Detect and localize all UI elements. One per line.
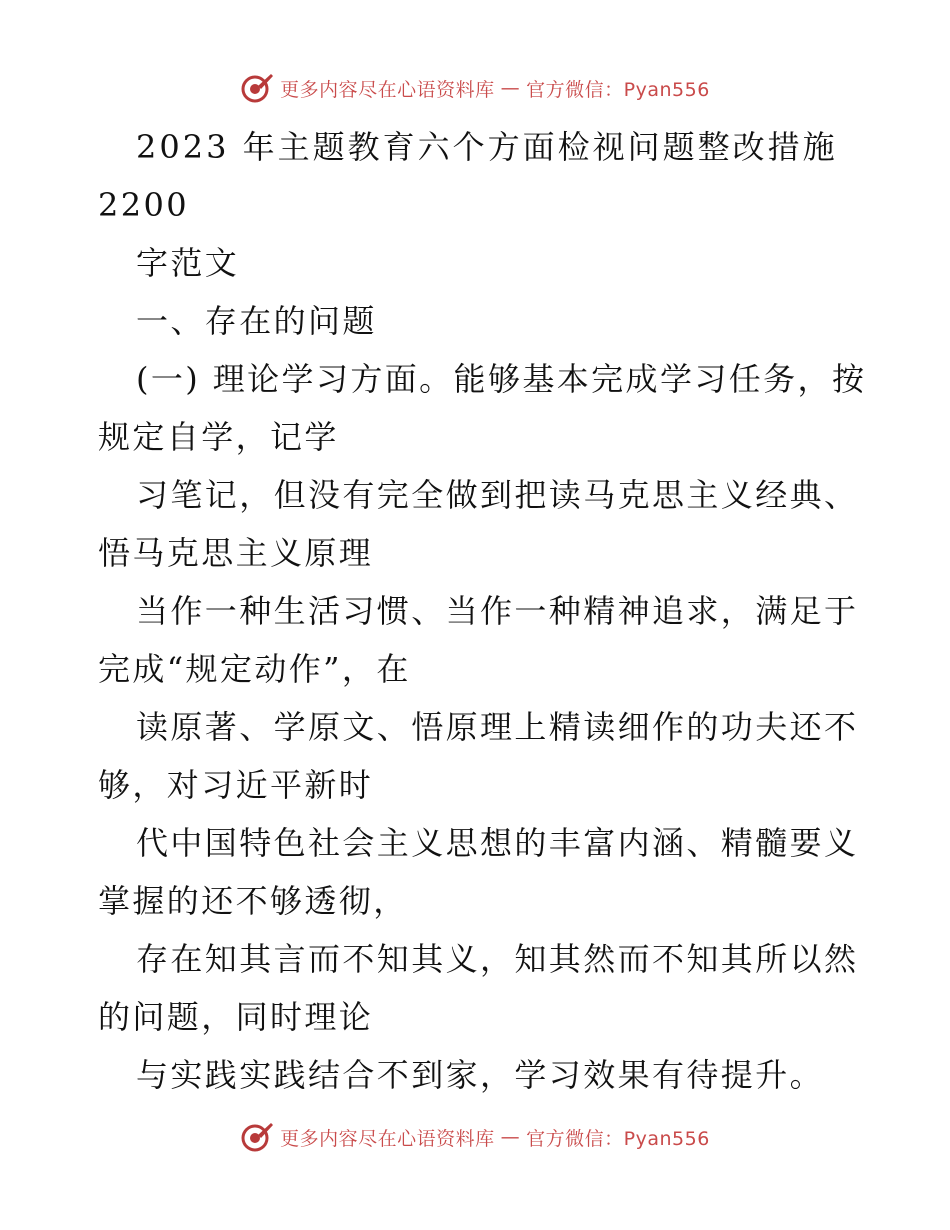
- banner-text: 更多内容尽在心语资料库: [280, 1127, 495, 1150]
- banner-text: 更多内容尽在心语资料库: [280, 78, 495, 101]
- footer-watermark-banner: [0, 1117, 950, 1157]
- paragraph-line: 规定自学，记学: [98, 418, 339, 456]
- paragraph-line: 读原著、学原文、悟原理上精读细作的功夫还不: [136, 708, 859, 746]
- banner-separator: —: [500, 77, 521, 99]
- paragraph-line: 习笔记，但没有完全做到把读马克思主义经典、: [136, 476, 859, 514]
- section-heading: 一、存在的问题: [136, 302, 377, 340]
- document-body: [98, 118, 867, 1104]
- paragraph-line: 存在知其言而不知其义，知其然而不知其所以然: [136, 940, 859, 978]
- banner-wechat: 官方微信：Pyan556: [526, 78, 710, 101]
- document-title-line-1: 2023 年主题教育六个方面检视问题整改措施: [136, 128, 838, 166]
- pen-logo-icon: [240, 1120, 274, 1154]
- pen-logo-icon: [240, 71, 274, 105]
- banner-wechat: 官方微信：Pyan556: [526, 1127, 710, 1150]
- paragraph-line: 当作一种生活习惯、当作一种精神追求，满足于: [136, 592, 859, 630]
- paragraph-line: 完成“规定动作”，在: [98, 650, 411, 688]
- header-watermark-banner: [0, 68, 950, 108]
- banner-separator: —: [500, 1126, 521, 1148]
- paragraph-line: 代中国特色社会主义思想的丰富内涵、精髓要义: [136, 824, 859, 862]
- paragraph-line: 够，对习近平新时: [98, 766, 374, 804]
- paragraph-line: 悟马克思主义原理: [98, 534, 374, 572]
- paragraph-line: (一) 理论学习方面。能够基本完成学习任务，按: [136, 360, 867, 398]
- paragraph-line: 掌握的还不够透彻，: [98, 882, 408, 920]
- paragraph-line: 的问题，同时理论: [98, 998, 374, 1036]
- paragraph-line: 与实践实践结合不到家，学习效果有待提升。: [136, 1056, 825, 1094]
- document-title-line-2: 2200: [98, 186, 190, 224]
- document-title-line-3: 字范文: [136, 244, 240, 282]
